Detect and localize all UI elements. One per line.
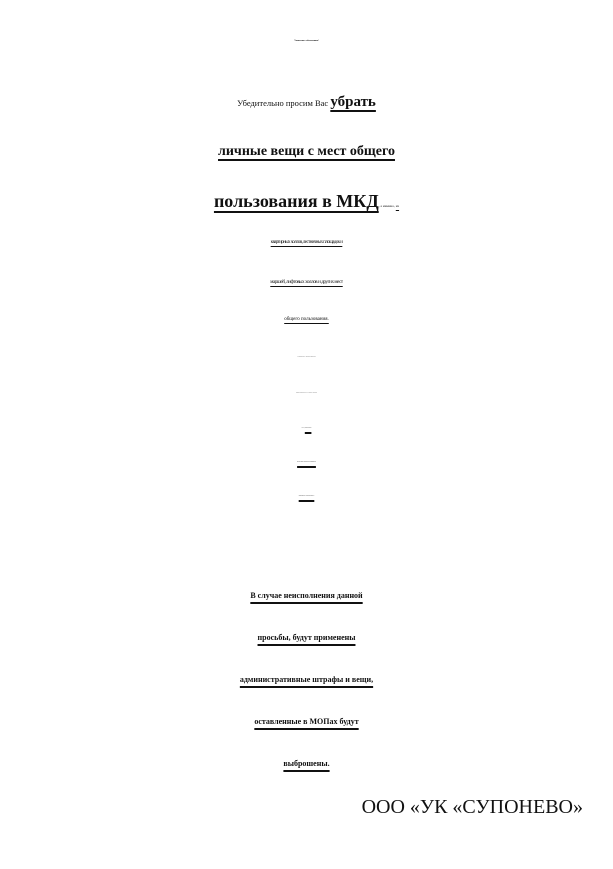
rules-line-2: общего имущества в МКД и Закона о Пожарной: [296, 393, 317, 394]
rules-line-1: В соответствии с Правилами содержания: [297, 357, 316, 358]
request-emphasis: убрать: [330, 94, 376, 110]
signature: ООО «УК «СУПОНЕВО»: [361, 796, 583, 818]
request-emphasis-mkd: пользования в МКД: [213, 191, 379, 211]
warning-line-2: просьбы, будут применены: [257, 633, 356, 642]
warning-line-4: оставленные в МОПах будут: [254, 717, 359, 726]
request-text-namely: , а именно,: [378, 204, 396, 208]
request-line-3: [0, 192, 613, 210]
request-line-5: маршей, лифтовых холлов и других мест: [270, 280, 343, 285]
request-text-from: из: [395, 204, 400, 208]
warning-line-1: В случае неисполнения данной: [250, 591, 363, 600]
request-text: Убедительно просим Вас: [237, 98, 331, 108]
rules-line-4: должны быть заставлены посторонними: [297, 462, 316, 463]
notice-title: Уважаемые собственники!: [294, 40, 319, 42]
request-line-6: общего пользования.: [284, 317, 329, 322]
rules-line-3: [0, 428, 613, 429]
warning-line-5: выброшены.: [283, 759, 330, 768]
request-line-2: личные вещи с мест общего: [218, 144, 395, 159]
request-line-1: [0, 95, 613, 110]
request-line-4: квартирных холлов, лестничных площадок и: [270, 240, 343, 245]
warning-line-3: административные штрафы и вещи,: [239, 675, 374, 684]
rules-line-5: предметами и личными вещами!!!: [298, 496, 315, 497]
